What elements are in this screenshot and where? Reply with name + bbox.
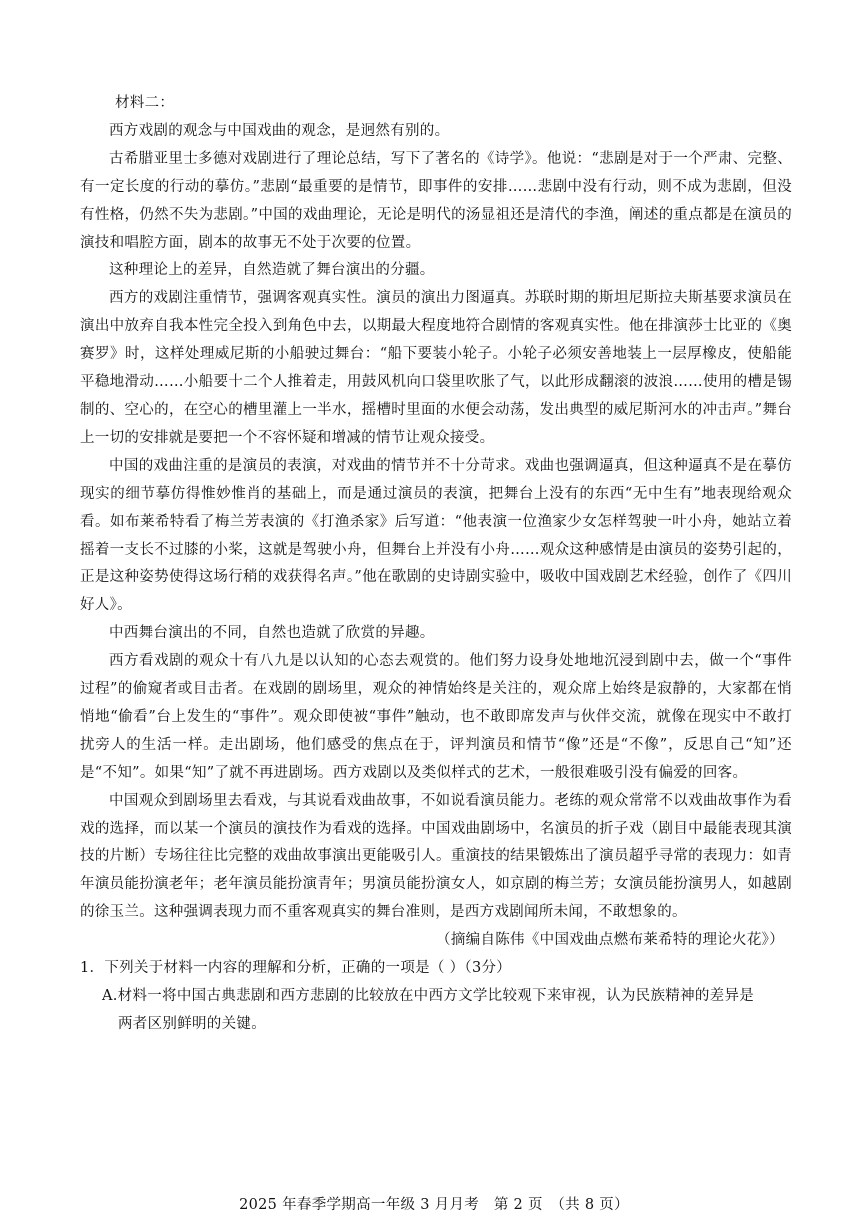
paragraph-7: 西方看戏剧的观众十有八九是以认知的心态去观赏的。他们努力设身处地地沉浸到剧中去，做一个“事件过程”的偷窥者或目击者。在戏剧的剧场里，观众的神情始终是关注的，观众席上始终是寂静的，大家都在悄悄地“偷看”台上发生的“事件”。观众即使被“事件”触动，也不敢即席发声与伙伴交流，就像在现实中不敢打扰旁人的生活一样。走出剧场，他们感受的焦点在于，评判演员和情节“像”还是“不像”，反思自己“知”还是“不知”。如果“知”了就不再进剧场。西方戏剧以及类似样式的艺术，一般很难吸引没有偏爱的回客。 — [80, 653, 792, 781]
paragraph-8: 中国观众到剧场里去看戏，与其说看戏曲故事，不如说看演员能力。老练的观众常常不以戏曲故事作为看戏的选择，而以某一个演员的演技作为看戏的选择。中国戏曲剧场中，名演员的折子戏（剧目中最能表现其演技的片断）专场往往比完整的戏曲故事演出更能吸引人。重演技的结果锻炼出了演员超乎寻常的表现力：如青年演员能扮演老年；老年演员能扮演青年；男演员能扮演女人，如京剧的梅兰芳；女演员能扮演男人，如越剧的徐玉兰。这种强调表现力而不重客观真实的舞台准则，是西方戏剧闻所未闻，不敢想象的。 — [80, 792, 792, 921]
paragraph-3: 这种理论上的差异，自然造就了舞台演出的分疆。 — [109, 262, 435, 279]
source-citation: （摘编自陈伟《中国戏曲点燃布莱希特的理论火花》） — [436, 932, 784, 949]
question-stem: 1．下列关于材料一内容的理解和分析，正确的一项是（ ）（3分） — [80, 960, 512, 977]
paragraph-1: 西方戏剧的观念与中国戏曲的观念，是迥然有别的。 — [109, 122, 450, 139]
option-a-continued: 两者区别鲜明的关键。 — [118, 1015, 266, 1032]
paragraph-5: 中国的戏曲注重的是演员的表演，对戏曲的情节并不十分苛求。戏曲也强调逼真，但这种逼真不是在摹仿现实的细节摹仿得惟妙惟肖的基础上，而是通过演员的表演，把舞台上没有的东西“无中生有”地表现给观众看。如布莱希特看了梅兰芳表演的《打渔杀家》后写道：“他表演一位渔家少女怎样驾驶一叶小舟，她站立着摇着一支长不过膝的小桨，这就是驾驶小舟，但舞台上并没有小舟……观众这种感情是由演员的姿势引起的，正是这种姿势使得这场行稍的戏获得名声。”他在歌剧的史诗剧实验中，吸收中国戏剧艺术经验，创作了《四川好人》。 — [80, 457, 792, 614]
document-body — [80, 90, 792, 1039]
page-footer: 2025 年春季学期高一年级 3 月月考 第 2 页 （共 8 页） — [239, 1197, 629, 1213]
paragraph-6: 中西舞台演出的不同，自然也造就了欣赏的异趣。 — [109, 625, 435, 642]
material-heading: 材料二： — [115, 95, 175, 111]
paragraph-4: 西方的戏剧注重情节，强调客观真实性。演员的演出力图逼真。苏联时期的斯坦尼斯拉夫斯基要求演员在演出中放弃自我本性完全投入到角色中去，以期最大程度地符合剧情的客观真实性。他在排演莎士比亚的《奥赛罗》时，这样处理威尼斯的小船驶过舞台：“船下要装小轮子。小轮子必须安善地装上一层厚橡皮，使船能平稳地滑动……小船要十二个人推着走，用鼓风机向口袋里吹胀了气，以此形成翻滚的波浪……使用的槽是锡制的、空心的，在空心的槽里灌上一半水，摇槽时里面的水便会动荡，发出典型的威尼斯河水的冲击声。”舞台上一切的安排就是要把一个不容怀疑和增减的情节让观众接受。 — [80, 290, 792, 446]
paragraph-2: 古希腊亚里士多德对戏剧进行了理论总结，写下了著名的《诗学》。他说：“悲剧是对于一个严肃、完整、有一定长度的行动的摹仿。”悲剧“最重要的是情节，即事件的安排……悲剧中没有行动，则不成为悲剧，但没有性格，仍然不失为悲剧。”中国的戏曲理论，无论是明代的汤显祖还是清代的李渔，阐述的重点都是在演员的演技和唱腔方面，剧本的故事无不处于次要的位置。 — [80, 150, 792, 251]
option-a: A.材料一将中国古典悲剧和西方悲剧的比较放在中西方文学比较观下来审视，认为民族精神的差异是 — [102, 988, 755, 1004]
